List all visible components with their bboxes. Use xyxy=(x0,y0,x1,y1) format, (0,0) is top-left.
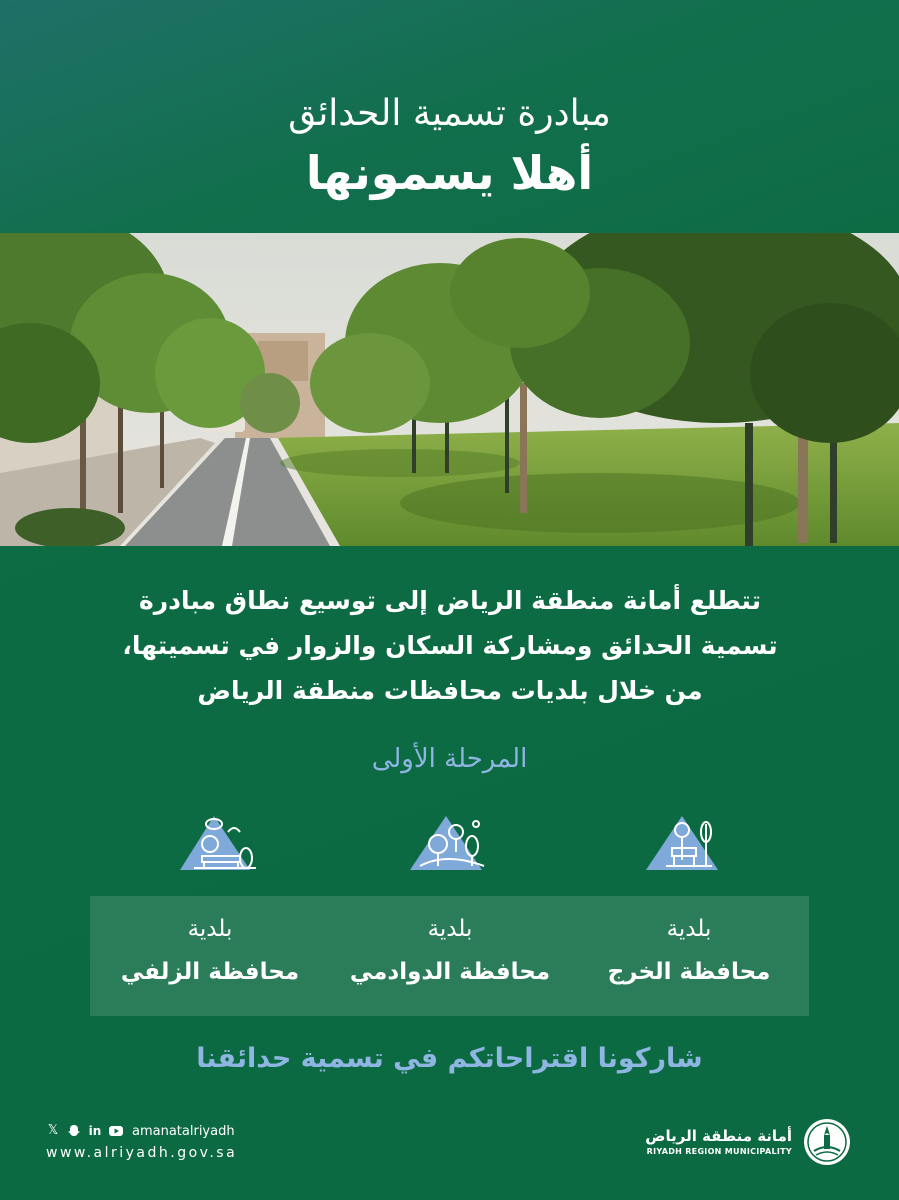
municipality-name: محافظة الخرج xyxy=(607,959,771,985)
header xyxy=(0,0,899,233)
brand-name-arabic: أمانة منطقة الرياض xyxy=(645,1127,792,1145)
park-photo xyxy=(0,233,899,546)
municipality-name: محافظة الزلفي xyxy=(120,959,300,985)
trees-hill-icon xyxy=(410,812,490,874)
youtube-icon[interactable] xyxy=(109,1124,123,1138)
title-line-1: مبادرة تسمية الحدائق xyxy=(288,93,611,134)
municipality-label: بلدية xyxy=(666,916,712,942)
municipality-seal-icon xyxy=(802,1117,852,1167)
municipality-card-kharj xyxy=(569,896,809,1016)
municipality-card-dawadmi xyxy=(330,896,570,1016)
snapchat-icon[interactable] xyxy=(67,1124,81,1138)
municipality-label: بلدية xyxy=(427,916,473,942)
municipality-name: محافظة الدوادمي xyxy=(349,959,551,985)
brand-name-english: RIYADH REGION MUNICIPALITY xyxy=(646,1147,792,1156)
brand-logo xyxy=(645,1116,852,1168)
intro-line-3: من خلال بلديات محافظات منطقة الرياض xyxy=(197,676,703,705)
park-bench-tree-icon xyxy=(644,812,724,874)
x-icon[interactable]: 𝕏 xyxy=(47,1123,59,1138)
intro-line-1: تتطلع أمانة منطقة الرياض إلى توسيع نطاق مبادرة xyxy=(139,586,761,615)
fountain-bench-icon xyxy=(180,812,260,874)
website-link[interactable]: www.alriyadh.gov.sa xyxy=(46,1145,238,1161)
intro-line-2: تسمية الحدائق ومشاركة السكان والزوار في تسميتها، xyxy=(122,631,778,660)
linkedin-icon[interactable]: in xyxy=(88,1124,102,1138)
title-line-2: أهلا يسمونها xyxy=(305,146,594,200)
municipality-label: بلدية xyxy=(187,916,233,942)
phase-title: المرحلة الأولى xyxy=(371,744,528,774)
social-handle[interactable]: amanatalriyadh xyxy=(132,1123,235,1139)
municipalities-panel xyxy=(90,896,809,1016)
municipality-card-zulfi xyxy=(90,896,330,1016)
social-links xyxy=(46,1120,235,1142)
call-to-action: شاركونا اقتراحاتكم في تسمية حدائقنا xyxy=(196,1043,703,1074)
brand-text xyxy=(645,1126,792,1158)
intro-text xyxy=(80,578,820,713)
